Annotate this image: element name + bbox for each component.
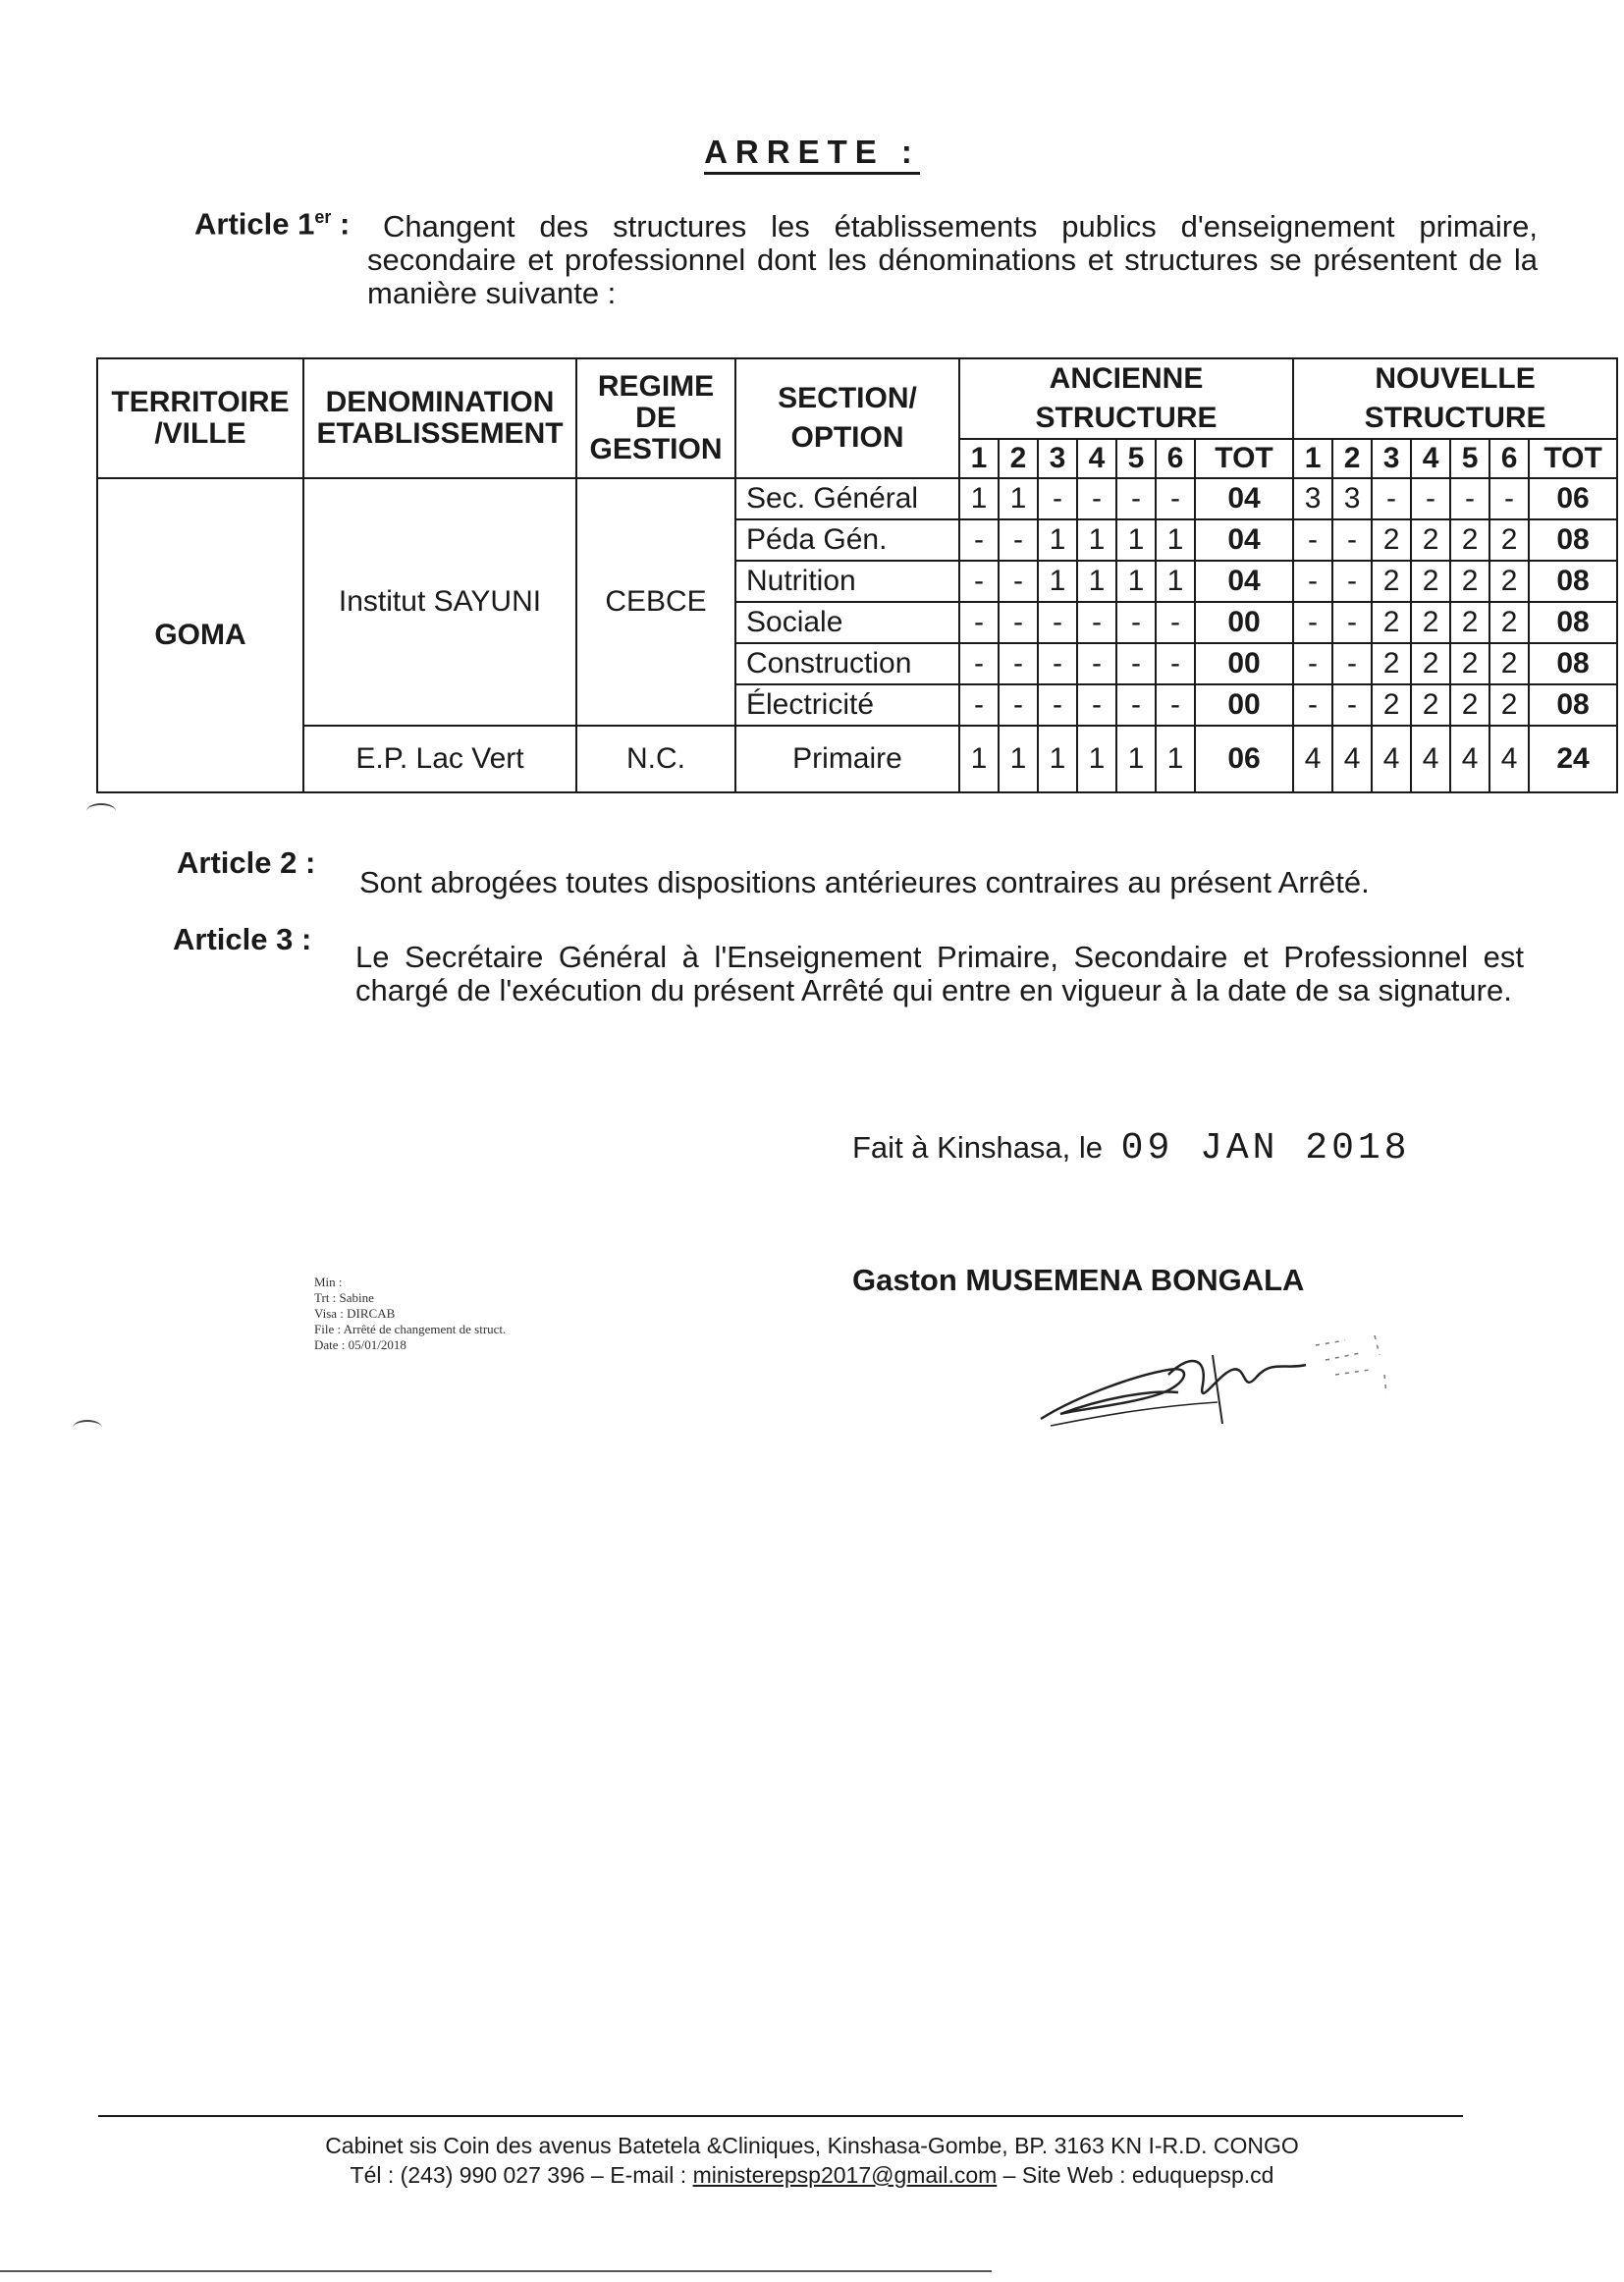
cell-value: 1 (1038, 519, 1077, 561)
nouvelle-col-3: 3 (1372, 439, 1411, 478)
cell-section: Sociale (735, 602, 959, 643)
cell-value: - (1156, 684, 1195, 726)
cell-value: - (1293, 643, 1332, 684)
footer (0, 2131, 1624, 2190)
header-ancienne-structure: ANCIENNE STRUCTURE (959, 358, 1293, 439)
cell-value: 1 (1077, 519, 1116, 561)
date-stamp: 09 JAN 2018 (1120, 1127, 1411, 1169)
footer-site: – Site Web : eduquepsp.cd (997, 2162, 1274, 2188)
cell-value: 1 (959, 726, 999, 792)
place-text: Fait à Kinshasa, le (852, 1130, 1104, 1165)
cell-value: 1 (1077, 561, 1116, 602)
cell-value: 1 (1077, 726, 1116, 792)
cell-value: - (1332, 602, 1372, 643)
cell-value: - (959, 519, 999, 561)
ancienne-col-1: 1 (959, 439, 999, 478)
cell-value: 2 (1372, 519, 1411, 561)
ref-line: Visa : DIRCAB (314, 1306, 396, 1321)
cell-value: - (959, 561, 999, 602)
header-denomination: DENOMINATION ETABLISSEMENT (303, 358, 576, 478)
cell-value: - (1156, 602, 1195, 643)
ancienne-col-3: 3 (1038, 439, 1077, 478)
cell-value: 1 (1156, 519, 1195, 561)
footer-tel: Tél : (243) 990 027 396 – E-mail : (350, 2162, 693, 2188)
cell-total: 04 (1195, 478, 1293, 519)
cell-value: 2 (1372, 561, 1411, 602)
cell-value: - (999, 519, 1038, 561)
cell-value: 1 (1156, 561, 1195, 602)
ancienne-col-tot: TOT (1195, 439, 1293, 478)
cell-value: 1 (1116, 519, 1156, 561)
cell-value: - (1038, 602, 1077, 643)
cell-value: 4 (1332, 726, 1372, 792)
cell-value: 2 (1450, 602, 1489, 643)
document-heading: ARRETE : (0, 134, 1624, 171)
cell-value: - (1077, 643, 1116, 684)
cell-value: - (1038, 684, 1077, 726)
scan-mark (73, 1420, 102, 1436)
ref-line: File : Arrêté de changement de struct. (314, 1322, 507, 1336)
cell-value: 1 (1116, 561, 1156, 602)
signer-name: Gaston MUSEMENA BONGALA (852, 1263, 1305, 1297)
cell-value: 3 (1332, 478, 1372, 519)
cell-value: - (999, 643, 1038, 684)
ancienne-col-5: 5 (1116, 439, 1156, 478)
cell-value: - (1293, 519, 1332, 561)
cell-value: 1 (959, 478, 999, 519)
cell-section: Nutrition (735, 561, 959, 602)
cell-value: - (1489, 478, 1529, 519)
footer-contact (0, 2160, 1624, 2190)
header-territoire: TERRITOIRE /VILLE (97, 358, 303, 478)
cell-value: 2 (1489, 602, 1529, 643)
page-bottom-line (0, 2270, 992, 2272)
cell-value: 2 (1489, 643, 1529, 684)
article-3-label: Article 3 : (173, 922, 312, 956)
article-1-text: Changent des structures les établissements publics d'enseignement primaire, secondaire et professionnel dont les dénominations et structures se présentent de la manière suivante : (367, 209, 1538, 310)
cell-territoire: GOMA (97, 478, 303, 792)
cell-value: 4 (1489, 726, 1529, 792)
cell-school-name: E.P. Lac Vert (303, 726, 576, 792)
cell-value: 2 (1450, 684, 1489, 726)
ancienne-col-6: 6 (1156, 439, 1195, 478)
cell-value: 2 (1372, 643, 1411, 684)
cell-value: - (1116, 478, 1156, 519)
article-2-label: Article 2 : (177, 845, 316, 880)
cell-value: - (1116, 684, 1156, 726)
cell-value: - (1077, 602, 1116, 643)
table-row (97, 726, 1617, 792)
cell-total: 06 (1195, 726, 1293, 792)
cell-value: 2 (1411, 561, 1450, 602)
cell-value: - (1038, 643, 1077, 684)
cell-section: Primaire (735, 726, 959, 792)
cell-section: Péda Gén. (735, 519, 959, 561)
cell-value: - (1156, 478, 1195, 519)
cell-school-regime: N.C. (576, 726, 735, 792)
cell-value: 1 (999, 726, 1038, 792)
cell-value: 2 (1411, 643, 1450, 684)
cell-value: - (959, 684, 999, 726)
cell-value: 1 (1116, 726, 1156, 792)
cell-value: - (1116, 602, 1156, 643)
scan-mark (86, 803, 116, 819)
cell-value: - (959, 643, 999, 684)
cell-value: 2 (1372, 684, 1411, 726)
cell-total: 24 (1529, 726, 1617, 792)
cell-value: - (1077, 478, 1116, 519)
reference-block (314, 1275, 506, 1353)
cell-value: - (999, 561, 1038, 602)
cell-value: - (999, 684, 1038, 726)
cell-value: 2 (1489, 561, 1529, 602)
cell-value: 1 (1038, 726, 1077, 792)
cell-value: 2 (1372, 602, 1411, 643)
cell-value: 4 (1450, 726, 1489, 792)
ancienne-col-2: 2 (999, 439, 1038, 478)
cell-total: 06 (1529, 478, 1617, 519)
nouvelle-col-1: 1 (1293, 439, 1332, 478)
cell-value: - (1077, 684, 1116, 726)
nouvelle-col-4: 4 (1411, 439, 1450, 478)
place-date (852, 1127, 1411, 1169)
cell-value: 2 (1450, 519, 1489, 561)
cell-value: - (1411, 478, 1450, 519)
cell-value: 2 (1411, 602, 1450, 643)
cell-value: - (999, 602, 1038, 643)
footer-divider (98, 2115, 1463, 2117)
cell-value: - (1293, 561, 1332, 602)
cell-value: 4 (1411, 726, 1450, 792)
cell-value: - (1293, 684, 1332, 726)
ref-line: Trt : Sabine (314, 1290, 374, 1305)
structure-table (96, 357, 1618, 793)
cell-total: 08 (1529, 561, 1617, 602)
cell-value: - (1038, 478, 1077, 519)
nouvelle-col-5: 5 (1450, 439, 1489, 478)
cell-value: - (1293, 602, 1332, 643)
cell-value: 1 (1038, 561, 1077, 602)
cell-value: 2 (1489, 684, 1529, 726)
nouvelle-col-6: 6 (1489, 439, 1529, 478)
cell-total: 00 (1195, 684, 1293, 726)
cell-total: 08 (1529, 519, 1617, 561)
cell-value: - (1372, 478, 1411, 519)
article-1-label: Article 1er : (194, 206, 351, 242)
cell-total: 00 (1195, 643, 1293, 684)
cell-value: 1 (999, 478, 1038, 519)
cell-value: - (1332, 561, 1372, 602)
header-section: SECTION/ OPTION (735, 358, 959, 478)
cell-value: - (1332, 684, 1372, 726)
ref-line: Min : (314, 1275, 343, 1289)
cell-section: Construction (735, 643, 959, 684)
cell-total: 08 (1529, 602, 1617, 643)
cell-total: 08 (1529, 684, 1617, 726)
cell-value: 4 (1372, 726, 1411, 792)
cell-total: 04 (1195, 519, 1293, 561)
cell-value: - (1156, 643, 1195, 684)
signature-icon (1021, 1316, 1414, 1463)
cell-value: - (959, 602, 999, 643)
cell-value: - (1332, 643, 1372, 684)
cell-value: - (1450, 478, 1489, 519)
cell-total: 00 (1195, 602, 1293, 643)
cell-value: 2 (1450, 643, 1489, 684)
cell-section: Sec. Général (735, 478, 959, 519)
footer-address: Cabinet sis Coin des avenus Batetela &Cliniques, Kinshasa-Gombe, BP. 3163 KN I-R.D. CONGO (325, 2133, 1299, 2158)
nouvelle-col-tot: TOT (1529, 439, 1617, 478)
footer-email-link[interactable]: ministerepsp2017@gmail.com (692, 2162, 998, 2188)
structure-table-body (97, 478, 1617, 792)
cell-value: - (1332, 519, 1372, 561)
cell-value: 3 (1293, 478, 1332, 519)
cell-value: 2 (1411, 519, 1450, 561)
cell-value: - (1116, 643, 1156, 684)
cell-total: 04 (1195, 561, 1293, 602)
table-row (97, 478, 1617, 519)
ancienne-col-4: 4 (1077, 439, 1116, 478)
cell-value: 1 (1156, 726, 1195, 792)
nouvelle-col-2: 2 (1332, 439, 1372, 478)
cell-value: 2 (1411, 684, 1450, 726)
article-2-text: Sont abrogées toutes dispositions antérieures contraires au présent Arrêté. (359, 865, 1370, 899)
ref-line: Date : 05/01/2018 (314, 1337, 406, 1352)
cell-section: Électricité (735, 684, 959, 726)
header-nouvelle-structure: NOUVELLE STRUCTURE (1293, 358, 1617, 439)
article-3-text: Le Secrétaire Général à l'Enseignement Primaire, Secondaire et Professionnel est chargé de l'exécution du présent Arrêté qui entre en vigueur à la date de sa signature. (355, 940, 1524, 1007)
cell-school-regime: CEBCE (576, 478, 735, 726)
cell-value: 2 (1489, 519, 1529, 561)
cell-school-name: Institut SAYUNI (303, 478, 576, 726)
cell-total: 08 (1529, 643, 1617, 684)
header-regime: REGIME DE GESTION (576, 358, 735, 478)
cell-value: 2 (1450, 561, 1489, 602)
cell-value: 4 (1293, 726, 1332, 792)
